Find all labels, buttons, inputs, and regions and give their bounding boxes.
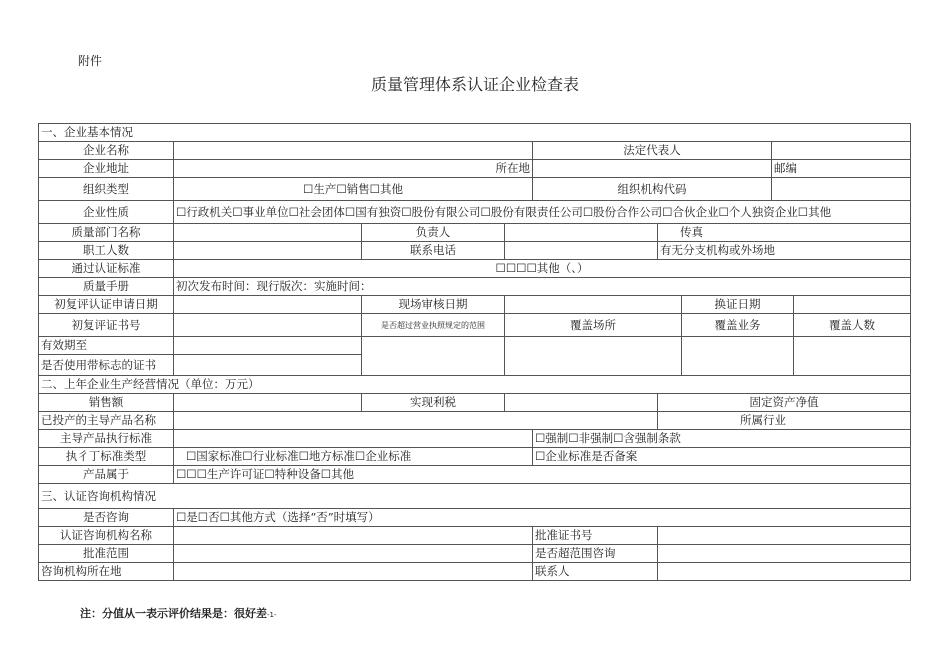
section-2-header: 二、上年企业生产经营情况（单位：万元） [39, 376, 911, 394]
table-row [39, 466, 911, 484]
fax-label: 传真 [658, 224, 911, 242]
std-type-options[interactable]: ☐国家标准☐行业标准☐地方标准☐企业标准 [174, 448, 533, 466]
qm-dept-field[interactable] [174, 224, 362, 242]
std-type-label: 执彳丁标准类型 [39, 448, 174, 466]
qm-manual-value[interactable]: 初次发布时间：现行版次：实施时间： [174, 278, 911, 296]
agency-name-field[interactable] [174, 527, 533, 545]
table-row [39, 337, 911, 355]
qm-manual-label: 质量手册 [39, 278, 174, 296]
org-code-label: 组织机构代码 [533, 178, 772, 201]
section-1-header-row [39, 124, 911, 142]
approval-no-field[interactable] [658, 527, 911, 545]
section-1-header: 一、企业基本情况 [39, 124, 911, 142]
approval-no-label: 批准证书号 [533, 527, 658, 545]
inspection-form-table [38, 123, 911, 581]
product-belongs-label: 产品属于 [39, 466, 174, 484]
review-cert-no-field[interactable] [174, 314, 362, 337]
branch-label: 有无分支机构或外场地 [658, 242, 911, 260]
contact-field[interactable] [658, 563, 911, 581]
sales-label: 销售额 [39, 394, 174, 412]
main-products-field[interactable] [174, 412, 658, 430]
agency-name-label: 认证咨询机构名称 [39, 527, 174, 545]
renewal-date-label: 换证日期 [682, 296, 794, 314]
table-row [39, 314, 911, 337]
enterprise-nature-label: 企业性质 [39, 201, 174, 224]
company-address-label: 企业地址 [39, 160, 174, 178]
approval-scope-label: 批准范围 [39, 545, 174, 563]
org-type-label: 组织类型 [39, 178, 174, 201]
renewal-date-field[interactable] [794, 296, 911, 314]
beyond-license-field[interactable] [362, 337, 505, 376]
table-row [39, 160, 911, 178]
footnote [80, 605, 277, 621]
valid-until-field[interactable] [174, 337, 362, 355]
page-number: -1- [267, 611, 277, 619]
sales-field[interactable] [174, 394, 362, 412]
agency-location-field[interactable] [174, 563, 533, 581]
onsite-review-date-field[interactable] [505, 296, 682, 314]
approval-scope-field[interactable] [174, 545, 533, 563]
covered-site-label: 覆盖场所 [505, 314, 682, 337]
location-field[interactable] [533, 160, 772, 178]
contact-label: 联系人 [533, 563, 658, 581]
review-apply-date-field[interactable] [174, 296, 362, 314]
covered-business-field[interactable] [682, 337, 794, 376]
review-apply-date-label: 初复评认证申请日期 [39, 296, 174, 314]
postcode-label: 邮编 [772, 160, 911, 178]
qm-dept-label: 质量部门名称 [39, 224, 174, 242]
table-row [39, 527, 911, 545]
consulted-label: 是否咨询 [39, 509, 174, 527]
table-row [39, 394, 911, 412]
exec-standard-label: 主导产品执行标准 [39, 430, 174, 448]
cert-standard-options[interactable]: ☐☐☐☐其他（、） [174, 260, 911, 278]
exec-standard-options[interactable]: ☐强制☐非强制☐含强制条款 [533, 430, 911, 448]
table-row [39, 430, 911, 448]
phone-field[interactable] [505, 242, 658, 260]
beyond-scope-field[interactable] [658, 545, 911, 563]
section-3-header: 三、认证咨询机构情况 [39, 484, 911, 509]
profit-field[interactable] [505, 394, 658, 412]
legal-rep-field[interactable] [772, 142, 911, 160]
beyond-license-label: 是否超过营业执照规定的范围 [362, 314, 505, 337]
agency-location-label: 咨询机构所在地 [39, 563, 174, 581]
table-row [39, 178, 911, 201]
table-row [39, 509, 911, 527]
section-3-header-row [39, 484, 911, 509]
main-products-label: 已投产的主导产品名称 [39, 412, 174, 430]
cert-standard-label: 通过认证标准 [39, 260, 174, 278]
table-row [39, 242, 911, 260]
review-cert-no-label: 初复评证书号 [39, 314, 174, 337]
enterprise-nature-options[interactable]: ☐行政机关☐事业单位☐社会团体☐国有独资☐股份有限公司☐股份有限责任公司☐股份合作公司☐合伙企业☐个人独资企业☐其他 [174, 201, 911, 224]
covered-people-label: 覆盖人数 [794, 314, 911, 337]
uses-mark-field[interactable] [174, 355, 362, 376]
employees-field[interactable] [174, 242, 362, 260]
onsite-review-date-label: 现场审核日期 [362, 296, 505, 314]
org-type-options[interactable]: ☐生产☐销售☐其他 [174, 178, 533, 201]
footnote-text: 注：分值从一表示评价结果是：很好差 [80, 607, 267, 620]
person-in-charge-field[interactable] [505, 224, 658, 242]
exec-standard-field[interactable] [174, 430, 533, 448]
product-belongs-options[interactable]: ☐☐☐生产许可证☐特种设备☐其他 [174, 466, 911, 484]
company-name-label: 企业名称 [39, 142, 174, 160]
profit-label: 实现利税 [362, 394, 505, 412]
table-row [39, 224, 911, 242]
table-row [39, 278, 911, 296]
attachment-label: 附件 [78, 54, 103, 68]
beyond-scope-label: 是否超范围咨询 [533, 545, 658, 563]
phone-label: 联系电话 [362, 242, 505, 260]
org-code-field[interactable] [772, 178, 911, 201]
page-title: 质量管理体系认证企业检查表 [370, 75, 579, 94]
location-label: 所在地 [174, 160, 533, 178]
consulted-options[interactable]: ☐是☐否☐其他方式（选择“否”时填写） [174, 509, 911, 527]
table-row [39, 448, 911, 466]
industry-label: 所属行业 [658, 412, 911, 430]
valid-until-label: 有效期至 [39, 337, 174, 355]
employees-label: 职工人数 [39, 242, 174, 260]
company-name-field[interactable] [174, 142, 533, 160]
fixed-assets-label: 固定资产净值 [658, 394, 911, 412]
covered-business-label: 覆盖业务 [682, 314, 794, 337]
covered-people-field[interactable] [794, 337, 911, 376]
covered-site-field[interactable] [505, 337, 682, 376]
table-row [39, 201, 911, 224]
person-in-charge-label: 负责人 [362, 224, 505, 242]
table-row [39, 545, 911, 563]
section-2-header-row [39, 376, 911, 394]
legal-rep-label: 法定代表人 [533, 142, 772, 160]
table-row [39, 260, 911, 278]
table-row [39, 412, 911, 430]
uses-mark-label: 是否使用带标志的证书 [39, 355, 174, 376]
table-row [39, 142, 911, 160]
enterprise-std-filed[interactable]: ☐企业标准是否备案 [533, 448, 911, 466]
table-row [39, 563, 911, 581]
table-row [39, 296, 911, 314]
